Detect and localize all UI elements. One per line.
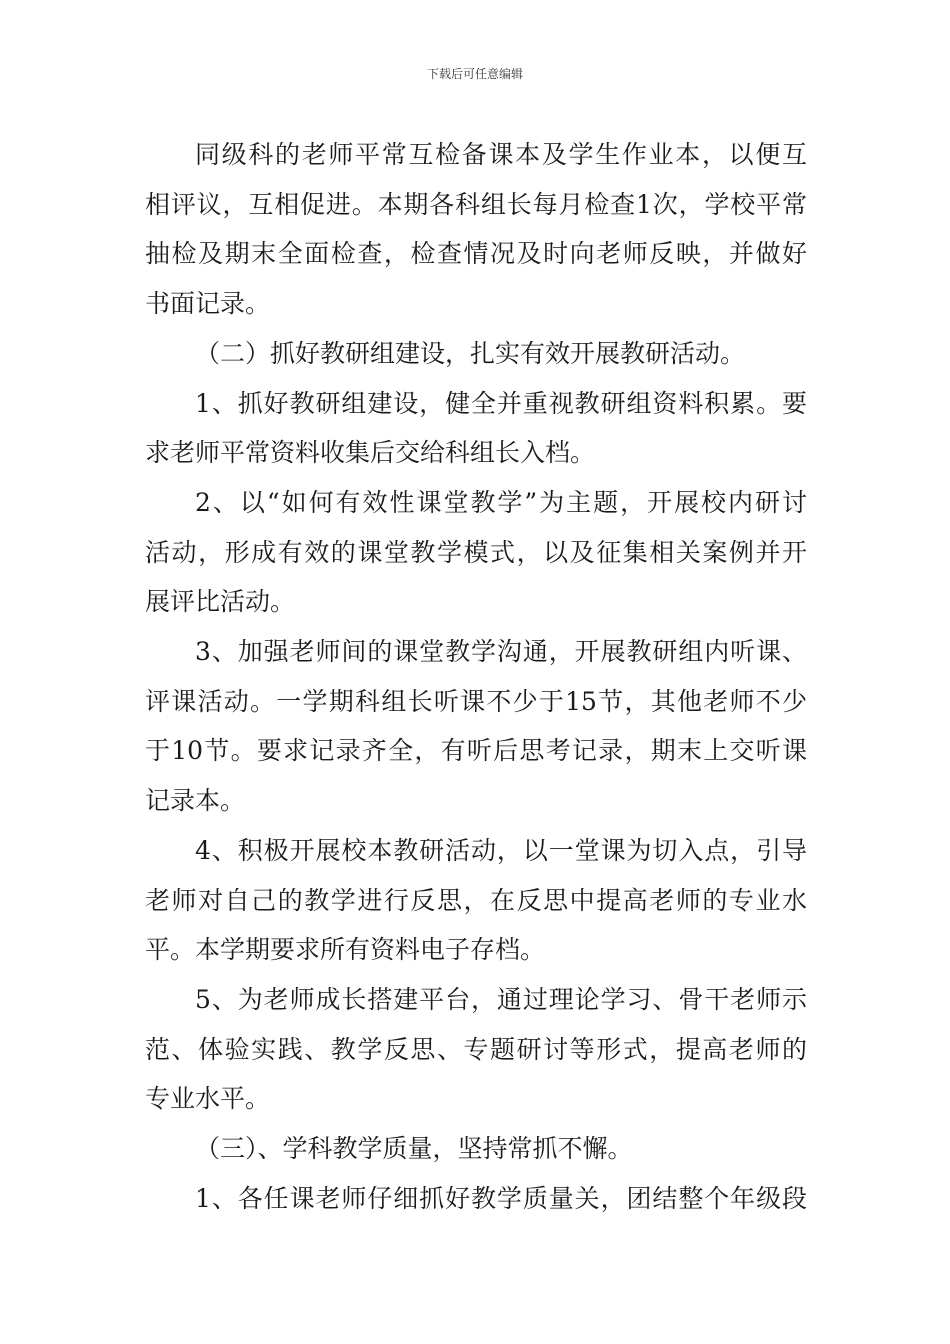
paragraph-item-2 [145, 478, 807, 627]
text-line: 3、加强老师间的课堂教学沟通，开展教研组内听课、 [195, 637, 807, 667]
paragraph-item-3 [145, 627, 807, 826]
text-line: 书面记录。 [145, 289, 271, 319]
document-body [145, 130, 807, 1223]
text-line: （二）抓好教研组建设，扎实有效开展教研活动。 [195, 338, 746, 368]
text-line: 记录本。 [145, 786, 246, 816]
paragraph-item-5 [145, 975, 807, 1124]
text-line: 老师对自己的教学进行反思，在反思中提高老师的专业水 [145, 885, 807, 915]
section-heading-3 [145, 1124, 807, 1174]
text-line: 评课活动。一学期科组长听课不少于15节，其他老师不少 [145, 686, 807, 716]
text-line: 5、为老师成长搭建平台，通过理论学习、骨干老师示 [195, 984, 807, 1014]
text-line: 专业水平。 [145, 1084, 271, 1114]
text-line: 抽检及期末全面检查，检查情况及时向老师反映，并做好 [145, 239, 807, 269]
text-line: 1、各任课老师仔细抓好教学质量关，团结整个年级段 [195, 1183, 807, 1213]
paragraph-item-1 [145, 379, 807, 478]
text-line: 活动，形成有效的课堂教学模式，以及征集相关案例并开 [145, 537, 807, 567]
paragraph-item-6 [145, 1174, 807, 1224]
text-line: 1、抓好教研组建设，健全并重视教研组资料积累。要 [195, 388, 807, 418]
paragraph-item-4 [145, 826, 807, 975]
text-line: 2、以“如何有效性课堂教学”为主题，开展校内研讨 [195, 487, 807, 517]
page-header-note: 下载后可任意编辑 [426, 67, 523, 81]
text-line: 同级科的老师平常互检备课本及学生作业本，以便互 [195, 140, 807, 169]
text-line: 平。本学期要求所有资料电子存档。 [145, 935, 546, 965]
text-line: 范、体验实践、教学反思、专题研讨等形式，提高老师的 [145, 1034, 807, 1064]
text-line: 展评比活动。 [145, 587, 296, 617]
text-line: 相评议，互相促进。本期各科组长每月检查1次，学校平常 [145, 189, 807, 219]
paragraph-1 [145, 130, 807, 329]
text-line: 求老师平常资料收集后交给科组长入档。 [145, 438, 596, 468]
text-line: 4、积极开展校本教研活动，以一堂课为切入点，引导 [195, 835, 807, 865]
section-heading-2 [145, 329, 807, 379]
text-line: 于10节。要求记录齐全，有听后思考记录，期末上交听课 [145, 736, 807, 766]
text-line: （三）、学科教学质量，坚持常抓不懈。 [195, 1134, 633, 1164]
